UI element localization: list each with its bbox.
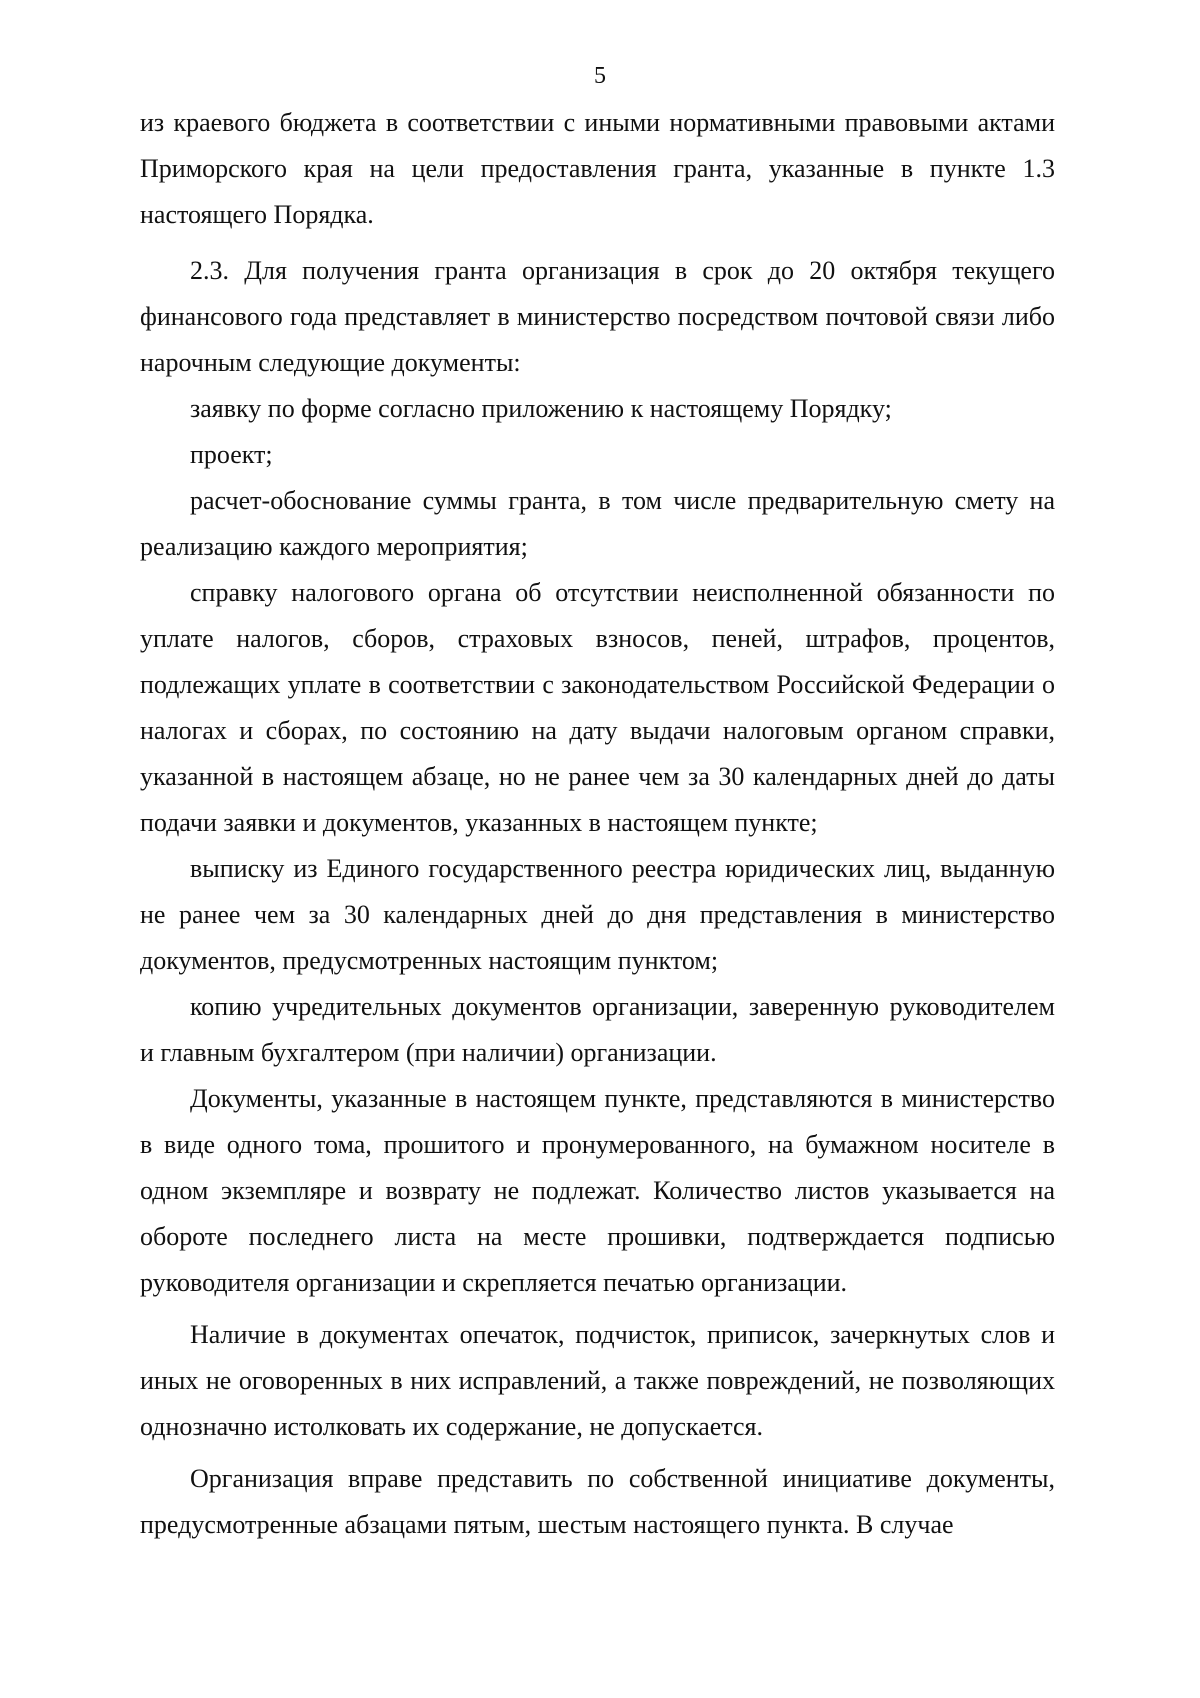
- paragraph-budget-continuation: из краевого бюджета в соответствии с иными нормативными правовыми актами Приморского края на цели предоставления гранта, указанные в пункте 1.3 настоящего Порядка.: [140, 108, 1055, 229]
- page-number: 5: [594, 63, 606, 89]
- list-item-founding-documents: копию учредительных документов организации, заверенную руководителем и главным бухгалтером (при наличии) организации.: [140, 992, 1055, 1067]
- list-item-calculation: расчет-обоснование суммы гранта, в том числе предварительную смету на реализацию каждого мероприятия;: [140, 486, 1055, 561]
- list-item-application: заявку по форме согласно приложению к настоящему Порядку;: [190, 394, 892, 423]
- paragraph-own-initiative: Организация вправе представить по собственной инициативе документы, предусмотренные абзацами пятым, шестым настоящего пункта. В случае: [140, 1464, 1055, 1539]
- paragraph-documents-format: Документы, указанные в настоящем пункте, представляются в министерство в виде одного тома, прошитого и пронумерованного, на бумажном носителе в одном экземпляре и возврату не подлежат. Количество листов указывается на обороте последнего листа на месте прошивки, подтверждается подписью руководителя организации и скрепляется печатью организации.: [140, 1084, 1055, 1297]
- list-item-tax-certificate: справку налогового органа об отсутствии неисполненной обязанности по уплате налогов, сборов, страховых взносов, пеней, штрафов, процентов, подлежащих уплате в соответствии с законодательством Российской Федерации о налогах и сборах, по состоянию на дату выдачи налоговым органом справки, указанной в настоящем абзаце, но не ранее чем за 30 календарных дней до даты подачи заявки и документов, указанных в настоящем пункте;: [140, 578, 1055, 837]
- paragraph-corrections: Наличие в документах опечаток, подчисток, приписок, зачеркнутых слов и иных не оговоренных в них исправлений, а также повреждений, не позволяющих однозначно истолковать их содержание, не допускается.: [140, 1320, 1055, 1441]
- list-item-registry-extract: выписку из Единого государственного реестра юридических лиц, выданную не ранее чем за 30 календарных дней до дня представления в министерство документов, предусмотренных настоящим пунктом;: [140, 854, 1055, 975]
- paragraph-2-3: 2.3. Для получения гранта организация в срок до 20 октября текущего финансового года представляет в министерство посредством почтовой связи либо нарочным следующие документы:: [140, 256, 1055, 377]
- document-body: [140, 100, 1055, 1548]
- list-item-project: проект;: [190, 440, 273, 469]
